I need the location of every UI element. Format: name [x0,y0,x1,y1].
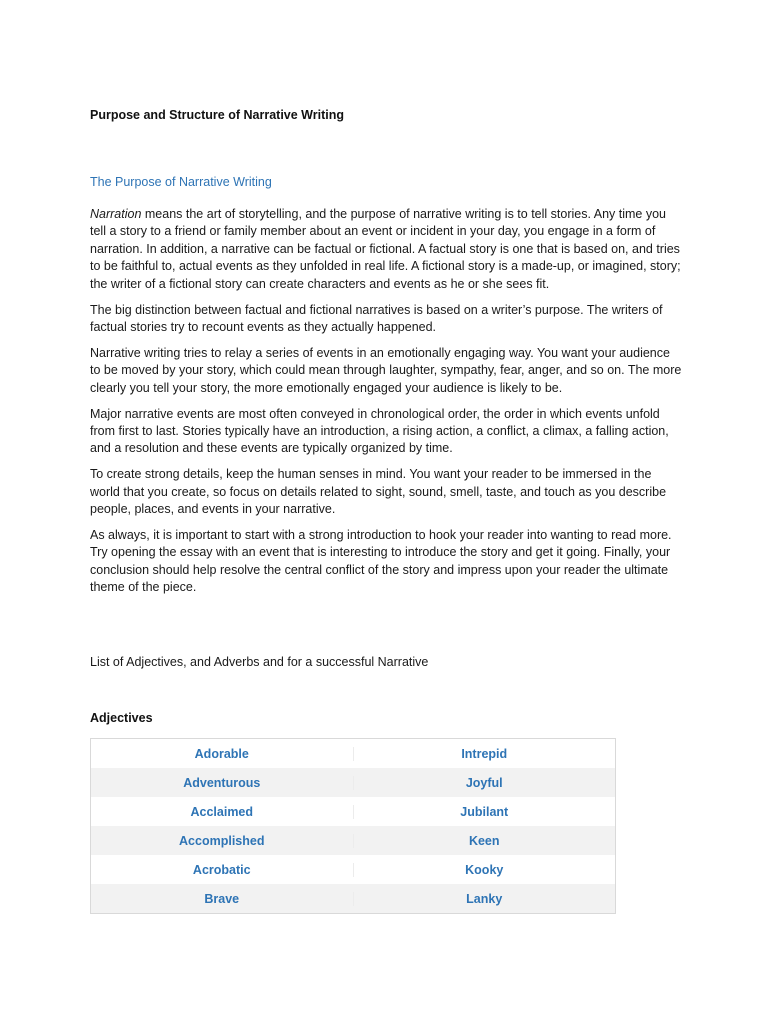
table-cell: Kooky [465,862,504,877]
table-cell: Accomplished [91,834,354,848]
paragraph: Narrative writing tries to relay a series of events in an emotionally engaging way. You want your audience to be moved by your story, which could mean through laughter, sympathy, fear, anger, and so on. The more clearly you tell your story, the more emotionally engaged your audience is likely to be. [90,345,682,395]
list-intro: List of Adjectives, and Adverbs and for a successful Narrative [90,655,429,669]
body-text [90,206,682,605]
table-row [91,826,615,855]
table-cell: Joyful [465,775,503,790]
intro-text: means the art of storytelling, and the purpose of narrative writing is to tell stories. Any time you tell a story to a friend or family member about an event or incident in your day, you engage in a form of narration. In addition, a narrative can be factual or fictional. A factual story is one that is based on, and tries to be faithful to, actual events as they unfolded in real life. A fictional story is a made-up, or imagined, story; the writer of a fictional story can create characters and events as he or she sees fit. [90,207,681,291]
paragraph-intro [90,206,682,293]
adjectives-table [90,738,616,914]
table-row [91,884,615,913]
table-row [91,855,615,884]
table-row [91,739,615,768]
table-cell: Intrepid [461,746,508,761]
table-cell: Lanky [466,891,503,906]
paragraph: Major narrative events are most often conveyed in chronological order, the order in which events unfold from first to last. Stories typically have an introduction, a rising action, a conflict, a climax, a falling action, and a resolution and these events are typically organized by time. [90,406,669,456]
table-cell: Brave [91,892,354,906]
table-cell: Keen [468,833,500,848]
table-cell: Adorable [91,747,354,761]
paragraph: To create strong details, keep the human senses in mind. You want your reader to be immersed in the world that you create, so focus on details related to sight, sound, smell, taste, and touch as you describe people, places, and events in your narrative. [90,467,667,517]
adjectives-heading: Adjectives [90,711,153,725]
table-cell: Acclaimed [91,805,354,819]
section-heading: The Purpose of Narrative Writing [90,175,272,189]
paragraph: The big distinction between factual and fictional narratives is based on a writer’s purpose. The writers of factual stories try to recount events as they actually happened. [90,302,663,334]
table-row [91,768,615,797]
table-cell: Jubilant [460,804,509,819]
italic-term: Narration [90,207,142,221]
table-cell: Acrobatic [91,863,354,877]
paragraph: As always, it is important to start with a strong introduction to hook your reader into wanting to read more. Try opening the essay with an event that is interesting to introduce the story and get it going. Finally, your conclusion should help resolve the central conflict of the story and impress upon your reader the ultimate theme of the piece. [90,528,672,595]
table-cell: Adventurous [91,776,354,790]
table-row [91,797,615,826]
document-title: Purpose and Structure of Narrative Writing [90,108,344,122]
